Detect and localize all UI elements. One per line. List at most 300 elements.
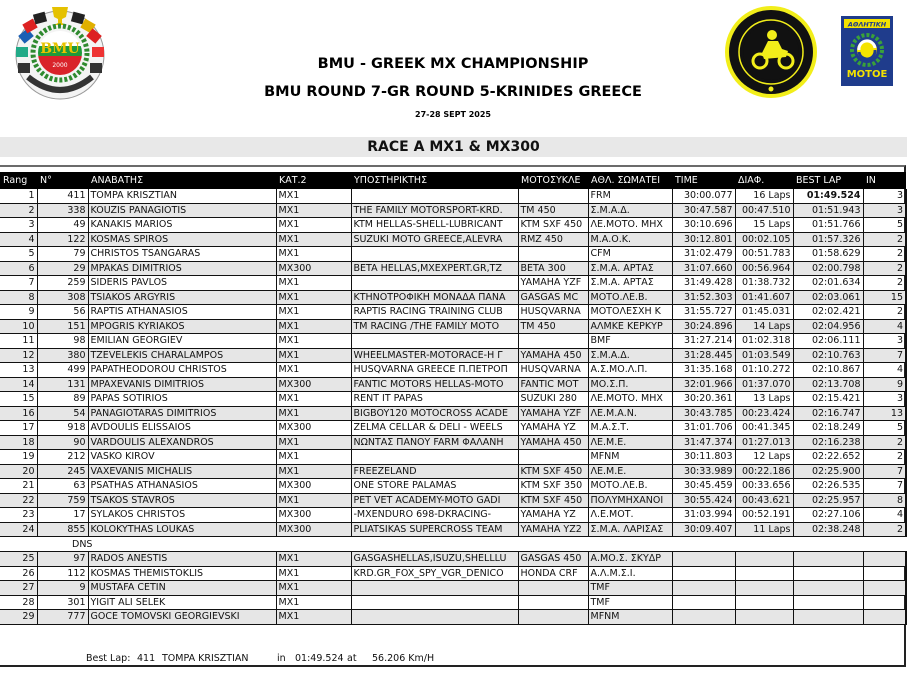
cell-sponsor — [351, 247, 518, 262]
cell-diff: 00:22.186 — [735, 464, 793, 479]
cell-time: 30:20.361 — [672, 392, 735, 407]
cell-num: 29 — [37, 261, 88, 276]
cell-bike — [518, 189, 588, 203]
cell-best: 02:01.634 — [793, 276, 863, 291]
cell-in: 4 — [863, 363, 906, 378]
cell-best: 02:00.798 — [793, 261, 863, 276]
cell-in: 2 — [863, 522, 906, 537]
cell-rank: 18 — [0, 435, 37, 450]
cell-club: ΛΕ.ΜΟΤΟ. ΜΗΧ — [588, 218, 672, 233]
cell-sponsor: SUZUKI MOTO GREECE,ALEVRA — [351, 232, 518, 247]
cell-cat: MX1 — [276, 232, 351, 247]
cell-diff — [735, 566, 793, 581]
cell-time: 30:45.459 — [672, 479, 735, 494]
cell-club: ΠΟΛΥΜΗΧΑΝΟΙ — [588, 493, 672, 508]
column-header: ΔΙΑΦ. — [738, 175, 765, 186]
cell-sponsor: BETA HELLAS,MXEXPERT.GR,TZ — [351, 261, 518, 276]
cell-rider: SYLAKOS CHRISTOS — [88, 508, 276, 523]
cell-rank: 7 — [0, 276, 37, 291]
dns-row — [0, 552, 906, 567]
cell-bike: KTM SXF 450 — [518, 464, 588, 479]
cell-diff: 16 Laps — [735, 189, 793, 203]
cell-club: MFNM — [588, 610, 672, 625]
result-row — [0, 464, 906, 479]
cell-in: 2 — [863, 232, 906, 247]
svg-text:2000: 2000 — [52, 62, 68, 69]
cell-diff: 13 Laps — [735, 392, 793, 407]
cell-club: ΜΟΤΟ.ΛΕ.Β. — [588, 479, 672, 494]
cell-bike — [518, 334, 588, 349]
cell-rider: CHRISTOS TSANGARAS — [88, 247, 276, 262]
cell-best: 02:16.747 — [793, 406, 863, 421]
cell-club: TMF — [588, 581, 672, 596]
cell-bike: YAMAHA 450 — [518, 435, 588, 450]
best-lap-rider: TOMPA KRISZTIAN — [162, 653, 249, 664]
column-header: TIME — [675, 175, 698, 186]
cell-sponsor — [351, 276, 518, 291]
cell-rider: KOSMAS SPIROS — [88, 232, 276, 247]
cell-cat: MX300 — [276, 479, 351, 494]
result-row — [0, 203, 906, 218]
dns-row — [0, 610, 906, 625]
cell-time — [672, 610, 735, 625]
cell-club: BMF — [588, 334, 672, 349]
cell-rank: 17 — [0, 421, 37, 436]
cell-time: 31:07.660 — [672, 261, 735, 276]
cell-cat: MX300 — [276, 261, 351, 276]
cell-sponsor: ΝΩΝΤΑΣ ΠΑΝΟΥ FARM ΦΑΛΑΝΗ — [351, 435, 518, 450]
cell-sponsor — [351, 595, 518, 610]
cell-time: 31:55.727 — [672, 305, 735, 320]
cell-cat: MX300 — [276, 508, 351, 523]
cell-best — [793, 552, 863, 567]
cell-rank: 21 — [0, 479, 37, 494]
cell-time: 31:28.445 — [672, 348, 735, 363]
best-lap-speed: 56.206 Km/H — [372, 653, 435, 664]
cell-best: 02:27.106 — [793, 508, 863, 523]
cell-cat: MX1 — [276, 247, 351, 262]
cell-rank: 8 — [0, 290, 37, 305]
cell-cat: MX300 — [276, 421, 351, 436]
best-lap-in-label: in — [277, 653, 286, 664]
cell-sponsor — [351, 581, 518, 596]
cell-rider: SIDERIS PAVLOS — [88, 276, 276, 291]
cell-rider: PSATHAS ATHANASIOS — [88, 479, 276, 494]
cell-club: Σ.Μ.Α. ΑΡΤΑΣ — [588, 261, 672, 276]
cell-best: 02:15.421 — [793, 392, 863, 407]
cell-bike — [518, 247, 588, 262]
cell-sponsor: RAPTIS RACING TRAINING CLUB — [351, 305, 518, 320]
cell-diff: 14 Laps — [735, 319, 793, 334]
cell-diff: 01:02.318 — [735, 334, 793, 349]
cell-diff: 00:02.105 — [735, 232, 793, 247]
cell-num: 56 — [37, 305, 88, 320]
cell-num: 122 — [37, 232, 88, 247]
cell-in: 7 — [863, 479, 906, 494]
cell-num: 131 — [37, 377, 88, 392]
cell-in — [863, 595, 906, 610]
cell-club: ΜΟΤΟΛΕΣΧΗ Κ — [588, 305, 672, 320]
cell-rider: MPAKAS DIMITRIOS — [88, 261, 276, 276]
result-row — [0, 508, 906, 523]
cell-time: 31:02.479 — [672, 247, 735, 262]
cell-cat: MX1 — [276, 392, 351, 407]
cell-rider: EMILIAN GEORGIEV — [88, 334, 276, 349]
cell-in — [863, 566, 906, 581]
cell-num: 79 — [37, 247, 88, 262]
cell-rider: GOCE TOMOVSKI GEORGIEVSKI — [88, 610, 276, 625]
cell-cat: MX1 — [276, 276, 351, 291]
cell-rider: MPOGRIS KYRIAKOS — [88, 319, 276, 334]
cell-rider: KANAKIS MARIOS — [88, 218, 276, 233]
cell-num: 212 — [37, 450, 88, 465]
round-title: BMU ROUND 7-GR ROUND 5-KRINIDES GREECE — [264, 84, 642, 100]
cell-best: 01:49.524 — [793, 189, 863, 203]
cell-rider: AVDOULIS ELISSAIOS — [88, 421, 276, 436]
cell-num: 112 — [37, 566, 88, 581]
cell-cat: MX1 — [276, 406, 351, 421]
cell-bike: TM 450 — [518, 203, 588, 218]
cell-bike: TM 450 — [518, 319, 588, 334]
cell-sponsor: FANTIC MOTORS HELLAS-MOTO — [351, 377, 518, 392]
cell-bike: YAMAHA 450 — [518, 348, 588, 363]
cell-time — [672, 552, 735, 567]
cell-rank: 24 — [0, 522, 37, 537]
cell-diff: 01:45.031 — [735, 305, 793, 320]
best-lap-at-label: at — [347, 653, 357, 664]
cell-bike: KTM SXF 350 — [518, 479, 588, 494]
cell-bike: HUSQVARNA — [518, 363, 588, 378]
cell-in: 15 — [863, 290, 906, 305]
cell-rider: TSAKOS STAVROS — [88, 493, 276, 508]
dns-separator — [0, 537, 906, 552]
result-row — [0, 189, 906, 203]
cell-club: ΑΛΜΚΕ ΚΕΡΚΥΡ — [588, 319, 672, 334]
cell-sponsor: ZELMA CELLAR & DELI - WEELS — [351, 421, 518, 436]
cell-sponsor — [351, 189, 518, 203]
cell-best: 01:51.766 — [793, 218, 863, 233]
cell-in: 2 — [863, 450, 906, 465]
result-row — [0, 406, 906, 421]
cell-club: Λ.Ε.ΜΟΤ. — [588, 508, 672, 523]
cell-diff: 01:41.607 — [735, 290, 793, 305]
cell-time: 31:47.374 — [672, 435, 735, 450]
cell-diff: 00:43.621 — [735, 493, 793, 508]
cell-club: Μ.Α.Σ.Τ. — [588, 421, 672, 436]
cell-cat: MX1 — [276, 203, 351, 218]
result-row — [0, 348, 906, 363]
column-header: BEST LAP — [796, 175, 842, 186]
cell-num: 759 — [37, 493, 88, 508]
cell-time: 31:49.428 — [672, 276, 735, 291]
cell-time: 30:11.803 — [672, 450, 735, 465]
race-title: RACE A MX1 & MX300 — [367, 139, 540, 155]
cell-best: 02:02.421 — [793, 305, 863, 320]
cell-in — [863, 610, 906, 625]
cell-bike: HONDA CRF — [518, 566, 588, 581]
cell-in: 7 — [863, 348, 906, 363]
svg-text:ΜΟΤΟΕ: ΜΟΤΟΕ — [846, 69, 888, 80]
cell-in: 2 — [863, 305, 906, 320]
result-row — [0, 493, 906, 508]
column-header: ΥΠΟΣΤΗΡΙΚΤΗΣ — [354, 175, 428, 186]
race-title-bar — [0, 137, 907, 157]
result-row — [0, 247, 906, 262]
cell-rider: VASKO KIROV — [88, 450, 276, 465]
cell-in: 5 — [863, 421, 906, 436]
result-row — [0, 522, 906, 537]
cell-bike: GASGAS MC — [518, 290, 588, 305]
cell-best: 01:58.629 — [793, 247, 863, 262]
cell-bike: YAMAHA YZ — [518, 508, 588, 523]
cell-rank: 4 — [0, 232, 37, 247]
cell-rank: 29 — [0, 610, 37, 625]
result-row — [0, 334, 906, 349]
cell-club: ΛΕ.ΜΟΤΟ. ΜΗΧ — [588, 392, 672, 407]
cell-best: 02:25.900 — [793, 464, 863, 479]
cell-num: 9 — [37, 581, 88, 596]
cell-cat: MX300 — [276, 522, 351, 537]
cell-num: 97 — [37, 552, 88, 567]
cell-in — [863, 581, 906, 596]
result-row — [0, 276, 906, 291]
cell-in: 5 — [863, 218, 906, 233]
cell-sponsor: RENT IT PAPAS — [351, 392, 518, 407]
cell-in: 9 — [863, 377, 906, 392]
cell-num: 301 — [37, 595, 88, 610]
cell-rider: TOMPA KRISZTIAN — [88, 189, 276, 203]
cell-best: 02:03.061 — [793, 290, 863, 305]
cell-club: TMF — [588, 595, 672, 610]
cell-in: 4 — [863, 319, 906, 334]
result-row — [0, 479, 906, 494]
cell-bike: YAMAHA YZ2 — [518, 522, 588, 537]
cell-diff: 00:51.783 — [735, 247, 793, 262]
cell-time: 30:10.696 — [672, 218, 735, 233]
cell-num: 89 — [37, 392, 88, 407]
cell-diff: 01:37.070 — [735, 377, 793, 392]
cell-diff — [735, 595, 793, 610]
cell-cat: MX1 — [276, 363, 351, 378]
cell-club: ΛΕ.Μ.Ε. — [588, 435, 672, 450]
cell-num: 54 — [37, 406, 88, 421]
cell-in: 13 — [863, 406, 906, 421]
result-row — [0, 218, 906, 233]
cell-in: 2 — [863, 276, 906, 291]
result-row — [0, 377, 906, 392]
cell-rank: 6 — [0, 261, 37, 276]
cell-rank: 25 — [0, 552, 37, 567]
cell-best: 02:18.249 — [793, 421, 863, 436]
cell-best: 02:13.708 — [793, 377, 863, 392]
cell-bike: YAMAHA YZF — [518, 406, 588, 421]
dns-row — [0, 581, 906, 596]
cell-cat: MX1 — [276, 581, 351, 596]
cell-best: 01:51.943 — [793, 203, 863, 218]
cell-best: 02:04.956 — [793, 319, 863, 334]
event-date: 27-28 SEPT 2025 — [415, 110, 491, 119]
cell-bike: HUSQVARNA — [518, 305, 588, 320]
cell-rank: 14 — [0, 377, 37, 392]
cell-club: Σ.Μ.Α.Δ. — [588, 203, 672, 218]
cell-sponsor — [351, 450, 518, 465]
cell-club: CFM — [588, 247, 672, 262]
cell-best: 02:06.111 — [793, 334, 863, 349]
cell-rank: 9 — [0, 305, 37, 320]
cell-in: 3 — [863, 392, 906, 407]
cell-time: 32:01.966 — [672, 377, 735, 392]
cell-rider: MUSTAFA CETIN — [88, 581, 276, 596]
cell-rider: YIGIT ALI SELEK — [88, 595, 276, 610]
cell-rider: PAPATHEODOROU CHRISTOS — [88, 363, 276, 378]
cell-diff: 01:10.272 — [735, 363, 793, 378]
cell-club: Α.Λ.Μ.Σ.Ι. — [588, 566, 672, 581]
result-row — [0, 450, 906, 465]
cell-bike: BETA 300 — [518, 261, 588, 276]
cell-best — [793, 610, 863, 625]
cell-diff: 00:41.345 — [735, 421, 793, 436]
cell-in: 3 — [863, 189, 906, 203]
cell-sponsor: GASGASHELLAS,ISUZU,SHELLLU — [351, 552, 518, 567]
dns-row — [0, 566, 906, 581]
cell-bike — [518, 595, 588, 610]
cell-sponsor — [351, 610, 518, 625]
best-lap-label: Best Lap: — [86, 653, 131, 664]
cell-in: 3 — [863, 334, 906, 349]
cell-rank: 13 — [0, 363, 37, 378]
column-header: ΜΟΤΟΣΥΚΛΕ — [521, 175, 581, 186]
cell-cat: MX1 — [276, 464, 351, 479]
best-lap-number: 411 — [137, 653, 156, 664]
cell-bike: YAMAHA YZF — [518, 276, 588, 291]
cell-club: Σ.Μ.Α. ΑΡΤΑΣ — [588, 276, 672, 291]
cell-cat: MX1 — [276, 552, 351, 567]
cell-rider: RAPTIS ATHANASIOS — [88, 305, 276, 320]
cell-time: 30:12.801 — [672, 232, 735, 247]
cell-num: 17 — [37, 508, 88, 523]
cell-club: ΛΕ.Μ.Ε. — [588, 464, 672, 479]
cell-rank: 28 — [0, 595, 37, 610]
cell-rank: 5 — [0, 247, 37, 262]
cell-num: 308 — [37, 290, 88, 305]
cell-rank: 15 — [0, 392, 37, 407]
result-row — [0, 392, 906, 407]
cell-num: 918 — [37, 421, 88, 436]
cell-time: 30:55.424 — [672, 493, 735, 508]
cell-in — [863, 552, 906, 567]
cell-cat: MX1 — [276, 610, 351, 625]
cell-club: Σ.Μ.Α. ΛΑΡΙΣΑΣ — [588, 522, 672, 537]
column-header: ΚΑΤ.2 — [279, 175, 307, 186]
cell-best: 02:26.535 — [793, 479, 863, 494]
result-row — [0, 421, 906, 436]
cell-best: 01:57.326 — [793, 232, 863, 247]
spacer — [0, 537, 37, 552]
cell-rider: KOSMAS THEMISTOKLIS — [88, 566, 276, 581]
best-lap-time: 01:49.524 — [295, 653, 344, 664]
cell-sponsor: TM RACING /THE FAMILY MOTO — [351, 319, 518, 334]
cell-cat: MX1 — [276, 218, 351, 233]
column-header: ΑΘΛ. ΣΩΜΑΤΕΙ — [591, 175, 661, 186]
cell-best: 02:10.867 — [793, 363, 863, 378]
cell-bike: SUZUKI 280 — [518, 392, 588, 407]
cell-cat: MX1 — [276, 595, 351, 610]
cell-best: 02:38.248 — [793, 522, 863, 537]
cell-rider: TZEVELEKIS CHARALAMPOS — [88, 348, 276, 363]
result-row — [0, 363, 906, 378]
cell-cat: MX1 — [276, 189, 351, 203]
cell-sponsor: KTM HELLAS-SHELL-LUBRICANT — [351, 218, 518, 233]
cell-num: 245 — [37, 464, 88, 479]
cell-num: 151 — [37, 319, 88, 334]
cell-time: 30:47.587 — [672, 203, 735, 218]
cell-time: 31:01.706 — [672, 421, 735, 436]
cell-rider: PANAGIOTARAS DIMITRIOS — [88, 406, 276, 421]
cell-in: 3 — [863, 203, 906, 218]
cell-sponsor: -MXENDURO 698-DKRACING- — [351, 508, 518, 523]
cell-club: FRM — [588, 189, 672, 203]
cell-diff: 00:47.510 — [735, 203, 793, 218]
cell-time — [672, 566, 735, 581]
cell-in: 7 — [863, 464, 906, 479]
cell-diff — [735, 610, 793, 625]
cell-club: ΜΟ.Σ.Π. — [588, 377, 672, 392]
cell-num: 49 — [37, 218, 88, 233]
cell-diff: 11 Laps — [735, 522, 793, 537]
cell-cat: MX1 — [276, 319, 351, 334]
cell-rank: 1 — [0, 189, 37, 203]
cell-diff: 15 Laps — [735, 218, 793, 233]
result-row — [0, 290, 906, 305]
cell-in: 2 — [863, 247, 906, 262]
cell-rider: KOUZIS PANAGIOTIS — [88, 203, 276, 218]
cell-in: 2 — [863, 261, 906, 276]
cell-rank: 2 — [0, 203, 37, 218]
cell-time: 30:09.407 — [672, 522, 735, 537]
cell-rank: 3 — [0, 218, 37, 233]
cell-bike — [518, 450, 588, 465]
cell-diff — [735, 581, 793, 596]
table-header-row — [0, 172, 906, 189]
cell-rank: 20 — [0, 464, 37, 479]
cell-bike: FANTIC MOT — [518, 377, 588, 392]
cell-diff: 01:03.549 — [735, 348, 793, 363]
cell-club: MFNM — [588, 450, 672, 465]
cell-num: 259 — [37, 276, 88, 291]
cell-rank: 23 — [0, 508, 37, 523]
cell-sponsor: HUSQVARNA GREECE Π.ΠΕΤΡΟΠ — [351, 363, 518, 378]
cell-rank: 10 — [0, 319, 37, 334]
cell-time: 31:27.214 — [672, 334, 735, 349]
cell-best — [793, 581, 863, 596]
cell-rider: VAXEVANIS MICHALIS — [88, 464, 276, 479]
dns-row — [0, 595, 906, 610]
cell-bike: KTM SXF 450 — [518, 218, 588, 233]
cell-time: 30:24.896 — [672, 319, 735, 334]
cell-bike — [518, 610, 588, 625]
result-row — [0, 435, 906, 450]
cell-time: 30:43.785 — [672, 406, 735, 421]
cell-sponsor — [351, 334, 518, 349]
cell-diff — [735, 552, 793, 567]
cell-num: 855 — [37, 522, 88, 537]
cell-cat: MX1 — [276, 348, 351, 363]
cell-bike: KTM SXF 450 — [518, 493, 588, 508]
cell-time: 30:33.989 — [672, 464, 735, 479]
column-header: Rang — [3, 175, 28, 186]
cell-rank: 22 — [0, 493, 37, 508]
cell-bike — [518, 581, 588, 596]
